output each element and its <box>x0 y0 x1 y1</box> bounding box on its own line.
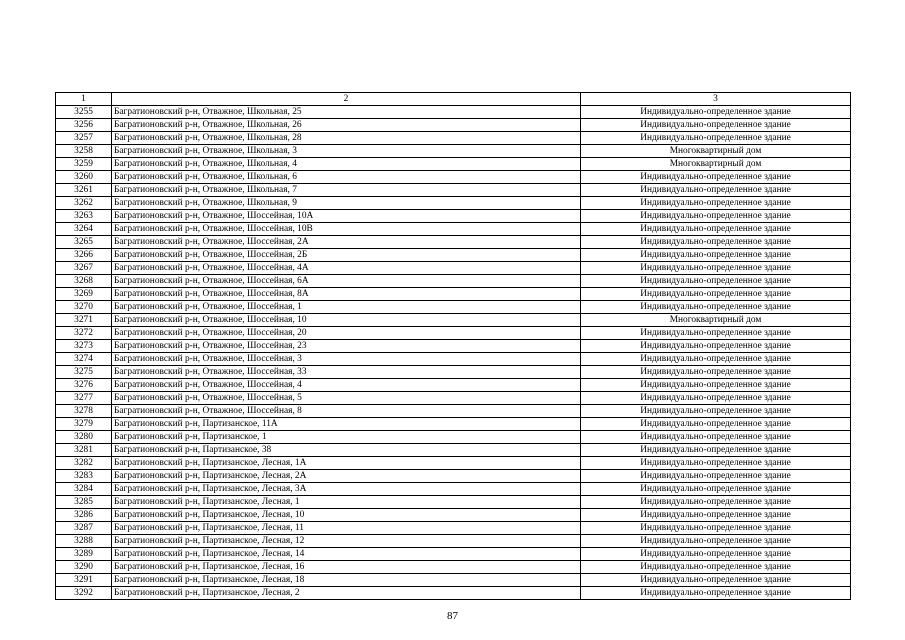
row-number: 3278 <box>56 405 112 418</box>
table-row <box>56 470 851 483</box>
table-row <box>56 392 851 405</box>
row-number: 3259 <box>56 158 112 171</box>
row-address: Багратионовский р-н, Партизанское, 11А <box>112 418 581 431</box>
table-row <box>56 535 851 548</box>
row-object-type: Индивидуально-определенное здание <box>581 587 851 600</box>
table-row <box>56 301 851 314</box>
row-number: 3266 <box>56 249 112 262</box>
row-address: Багратионовский р-н, Отважное, Шоссейная, 1 <box>112 301 581 314</box>
row-number: 3268 <box>56 275 112 288</box>
table-row <box>56 366 851 379</box>
row-address: Багратионовский р-н, Отважное, Школьная, 26 <box>112 119 581 132</box>
column-header-address: 2 <box>112 93 581 106</box>
row-number: 3286 <box>56 509 112 522</box>
column-header-number: 1 <box>56 93 112 106</box>
row-address: Багратионовский р-н, Отважное, Школьная, 3 <box>112 145 581 158</box>
row-object-type: Многоквартирный дом <box>581 145 851 158</box>
table-row <box>56 275 851 288</box>
header-row <box>56 93 851 106</box>
row-object-type: Индивидуально-определенное здание <box>581 197 851 210</box>
row-number: 3255 <box>56 106 112 119</box>
row-number: 3260 <box>56 171 112 184</box>
table-row <box>56 106 851 119</box>
row-address: Багратионовский р-н, Партизанское, Лесная, 1А <box>112 457 581 470</box>
table-row <box>56 327 851 340</box>
row-address: Багратионовский р-н, Партизанское, Лесная, 14 <box>112 548 581 561</box>
row-object-type: Индивидуально-определенное здание <box>581 379 851 392</box>
row-object-type: Индивидуально-определенное здание <box>581 301 851 314</box>
row-number: 3282 <box>56 457 112 470</box>
row-object-type: Индивидуально-определенное здание <box>581 405 851 418</box>
row-number: 3276 <box>56 379 112 392</box>
row-address: Багратионовский р-н, Партизанское, Лесная, 3А <box>112 483 581 496</box>
row-address: Багратионовский р-н, Партизанское, 38 <box>112 444 581 457</box>
table-body <box>56 106 851 600</box>
row-address: Багратионовский р-н, Партизанское, Лесная, 1 <box>112 496 581 509</box>
row-object-type: Индивидуально-определенное здание <box>581 509 851 522</box>
row-address: Багратионовский р-н, Отважное, Шоссейная, 5 <box>112 392 581 405</box>
row-address: Багратионовский р-н, Отважное, Школьная, 28 <box>112 132 581 145</box>
row-object-type: Индивидуально-определенное здание <box>581 236 851 249</box>
row-number: 3258 <box>56 145 112 158</box>
row-address: Багратионовский р-н, Партизанское, Лесная, 2 <box>112 587 581 600</box>
row-object-type: Индивидуально-определенное здание <box>581 275 851 288</box>
table-row <box>56 522 851 535</box>
row-number: 3287 <box>56 522 112 535</box>
table-row <box>56 262 851 275</box>
table-row <box>56 119 851 132</box>
table-row <box>56 340 851 353</box>
row-number: 3261 <box>56 184 112 197</box>
row-number: 3274 <box>56 353 112 366</box>
row-object-type: Индивидуально-определенное здание <box>581 119 851 132</box>
row-object-type: Индивидуально-определенное здание <box>581 171 851 184</box>
table-row <box>56 431 851 444</box>
table-row <box>56 483 851 496</box>
row-number: 3290 <box>56 561 112 574</box>
table-row <box>56 353 851 366</box>
table-row <box>56 158 851 171</box>
row-number: 3269 <box>56 288 112 301</box>
row-number: 3273 <box>56 340 112 353</box>
row-address: Багратионовский р-н, Отважное, Шоссейная, 6А <box>112 275 581 288</box>
table-row <box>56 236 851 249</box>
table-row <box>56 548 851 561</box>
row-object-type: Индивидуально-определенное здание <box>581 392 851 405</box>
row-address: Багратионовский р-н, Партизанское, Лесная, 12 <box>112 535 581 548</box>
row-object-type: Индивидуально-определенное здание <box>581 574 851 587</box>
table-row <box>56 457 851 470</box>
row-object-type: Индивидуально-определенное здание <box>581 535 851 548</box>
page-number: 87 <box>447 610 458 622</box>
row-number: 3289 <box>56 548 112 561</box>
row-number: 3257 <box>56 132 112 145</box>
row-number: 3288 <box>56 535 112 548</box>
table-row <box>56 379 851 392</box>
table-row <box>56 418 851 431</box>
row-address: Багратионовский р-н, Партизанское, Лесная, 18 <box>112 574 581 587</box>
row-number: 3265 <box>56 236 112 249</box>
row-object-type: Индивидуально-определенное здание <box>581 457 851 470</box>
row-number: 3279 <box>56 418 112 431</box>
row-number: 3275 <box>56 366 112 379</box>
table-row <box>56 210 851 223</box>
row-object-type: Индивидуально-определенное здание <box>581 262 851 275</box>
row-address: Багратионовский р-н, Отважное, Шоссейная, 8 <box>112 405 581 418</box>
registry-table <box>55 92 851 600</box>
row-object-type: Индивидуально-определенное здание <box>581 522 851 535</box>
table-row <box>56 509 851 522</box>
row-address: Багратионовский р-н, Отважное, Школьная, 9 <box>112 197 581 210</box>
row-object-type: Индивидуально-определенное здание <box>581 340 851 353</box>
row-address: Багратионовский р-н, Отважное, Шоссейная, 2А <box>112 236 581 249</box>
row-number: 3284 <box>56 483 112 496</box>
table-row <box>56 314 851 327</box>
row-number: 3281 <box>56 444 112 457</box>
table-row <box>56 145 851 158</box>
row-object-type: Многоквартирный дом <box>581 314 851 327</box>
table-row <box>56 171 851 184</box>
row-address: Багратионовский р-н, Отважное, Школьная, 6 <box>112 171 581 184</box>
table-row <box>56 405 851 418</box>
row-object-type: Индивидуально-определенное здание <box>581 444 851 457</box>
row-number: 3262 <box>56 197 112 210</box>
row-number: 3291 <box>56 574 112 587</box>
row-address: Багратионовский р-н, Отважное, Шоссейная, 33 <box>112 366 581 379</box>
table-row <box>56 223 851 236</box>
row-object-type: Индивидуально-определенное здание <box>581 353 851 366</box>
table-row <box>56 184 851 197</box>
row-number: 3285 <box>56 496 112 509</box>
row-number: 3271 <box>56 314 112 327</box>
row-number: 3267 <box>56 262 112 275</box>
row-number: 3270 <box>56 301 112 314</box>
row-address: Багратионовский р-н, Отважное, Шоссейная, 20 <box>112 327 581 340</box>
table-row <box>56 496 851 509</box>
row-object-type: Индивидуально-определенное здание <box>581 223 851 236</box>
row-object-type: Индивидуально-определенное здание <box>581 132 851 145</box>
table-row <box>56 574 851 587</box>
row-object-type: Индивидуально-определенное здание <box>581 288 851 301</box>
row-address: Багратионовский р-н, Партизанское, Лесная, 11 <box>112 522 581 535</box>
row-object-type: Индивидуально-определенное здание <box>581 210 851 223</box>
row-number: 3263 <box>56 210 112 223</box>
table-header <box>56 93 851 106</box>
table-row <box>56 587 851 600</box>
row-address: Багратионовский р-н, Отважное, Шоссейная, 3 <box>112 353 581 366</box>
row-address: Багратионовский р-н, Партизанское, 1 <box>112 431 581 444</box>
table-row <box>56 561 851 574</box>
table-row <box>56 197 851 210</box>
row-address: Багратионовский р-н, Отважное, Школьная, 4 <box>112 158 581 171</box>
row-object-type: Индивидуально-определенное здание <box>581 496 851 509</box>
row-address: Багратионовский р-н, Отважное, Шоссейная, 10А <box>112 210 581 223</box>
row-address: Багратионовский р-н, Отважное, Шоссейная, 10В <box>112 223 581 236</box>
row-object-type: Индивидуально-определенное здание <box>581 184 851 197</box>
row-object-type: Индивидуально-определенное здание <box>581 561 851 574</box>
row-number: 3256 <box>56 119 112 132</box>
row-number: 3264 <box>56 223 112 236</box>
row-object-type: Индивидуально-определенное здание <box>581 249 851 262</box>
row-number: 3272 <box>56 327 112 340</box>
row-address: Багратионовский р-н, Отважное, Школьная, 7 <box>112 184 581 197</box>
row-object-type: Индивидуально-определенное здание <box>581 483 851 496</box>
row-object-type: Индивидуально-определенное здание <box>581 418 851 431</box>
table-row <box>56 249 851 262</box>
row-number: 3280 <box>56 431 112 444</box>
row-address: Багратионовский р-н, Отважное, Шоссейная, 23 <box>112 340 581 353</box>
row-address: Багратионовский р-н, Отважное, Шоссейная, 4 <box>112 379 581 392</box>
row-address: Багратионовский р-н, Партизанское, Лесная, 2А <box>112 470 581 483</box>
row-address: Багратионовский р-н, Отважное, Шоссейная, 10 <box>112 314 581 327</box>
row-address: Багратионовский р-н, Партизанское, Лесная, 10 <box>112 509 581 522</box>
row-address: Багратионовский р-н, Партизанское, Лесная, 16 <box>112 561 581 574</box>
row-object-type: Индивидуально-определенное здание <box>581 548 851 561</box>
row-address: Багратионовский р-н, Отважное, Шоссейная, 2Б <box>112 249 581 262</box>
row-address: Багратионовский р-н, Отважное, Шоссейная, 8А <box>112 288 581 301</box>
table-row <box>56 444 851 457</box>
row-object-type: Индивидуально-определенное здание <box>581 106 851 119</box>
row-number: 3283 <box>56 470 112 483</box>
row-object-type: Индивидуально-определенное здание <box>581 431 851 444</box>
table-row <box>56 132 851 145</box>
row-object-type: Индивидуально-определенное здание <box>581 327 851 340</box>
column-header-object-type: 3 <box>581 93 851 106</box>
row-object-type: Индивидуально-определенное здание <box>581 470 851 483</box>
row-number: 3277 <box>56 392 112 405</box>
row-object-type: Индивидуально-определенное здание <box>581 366 851 379</box>
table-row <box>56 288 851 301</box>
row-number: 3292 <box>56 587 112 600</box>
row-object-type: Многоквартирный дом <box>581 158 851 171</box>
row-address: Багратионовский р-н, Отважное, Школьная, 25 <box>112 106 581 119</box>
row-address: Багратионовский р-н, Отважное, Шоссейная, 4А <box>112 262 581 275</box>
